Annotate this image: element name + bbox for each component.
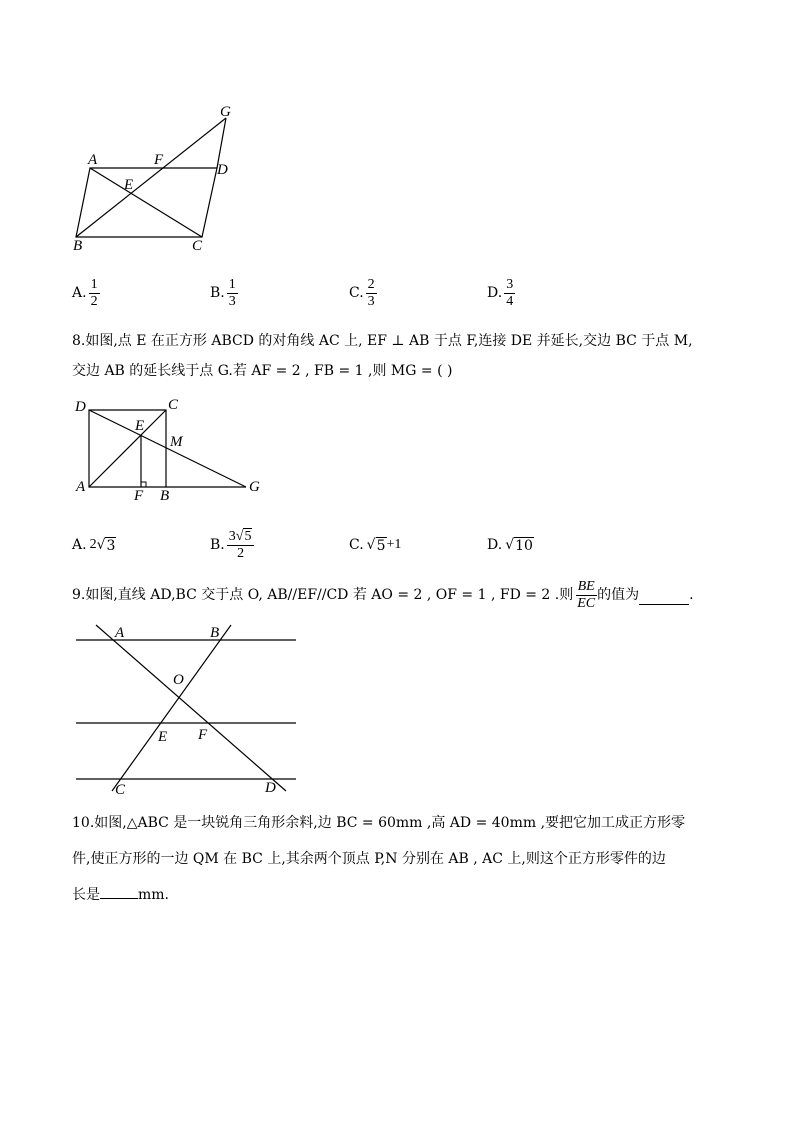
diagonal-ac — [90, 168, 202, 237]
option-letter: C. — [349, 537, 364, 553]
line-gd — [217, 118, 226, 168]
coefficient: 3 — [228, 529, 236, 544]
label-d: D — [75, 399, 86, 415]
q7-option-d[interactable] — [487, 278, 515, 308]
label-e: E — [135, 418, 145, 434]
q10-line2: 件,使正方形的一边 QM 在 BC 上,其余两个顶点 P,N 分别在 AB , AC 上,则这个正方形零件的边 — [72, 851, 666, 867]
denominator: 4 — [506, 293, 514, 309]
label-d: D — [217, 162, 228, 178]
q9-statement-tail: 的值为 — [597, 587, 640, 603]
label-m: M — [170, 434, 183, 450]
answer-blank[interactable] — [100, 880, 138, 899]
fraction — [227, 277, 238, 310]
q7-option-a[interactable] — [72, 278, 100, 308]
addend: +1 — [386, 537, 402, 552]
coefficient: 2 — [89, 537, 97, 552]
label-f: F — [154, 152, 164, 168]
q7-option-b[interactable] — [210, 278, 238, 308]
label-d: D — [265, 780, 276, 796]
denominator: 2 — [90, 293, 98, 309]
figure-q8 — [70, 395, 270, 505]
option-letter: C. — [349, 285, 364, 301]
label-g: G — [249, 479, 260, 495]
q10-line1: 10.如图,△ABC 是一块锐角三角形余料,边 BC = 60mm ,高 AD = 40mm ,要把它加工成正方形零 — [72, 815, 686, 831]
right-angle-mark — [141, 482, 146, 487]
diagonal-ac — [89, 410, 166, 487]
label-g: G — [220, 104, 231, 120]
option-letter: A. — [72, 537, 87, 553]
line-ad — [96, 625, 286, 791]
radicand: 3 — [106, 537, 116, 554]
label-f: F — [134, 488, 144, 504]
fraction — [227, 528, 255, 562]
question-9-text — [72, 580, 722, 610]
sqrt-symbol: √ — [366, 537, 376, 553]
denominator: 2 — [237, 546, 245, 561]
label-a: A — [76, 479, 86, 495]
label-b: B — [73, 238, 83, 254]
numerator: BE — [577, 578, 595, 594]
sqrt-symbol: √ — [505, 537, 515, 553]
figure-q9 — [70, 618, 305, 800]
numerator — [227, 528, 255, 546]
option-letter: B. — [210, 537, 225, 553]
fraction — [504, 277, 515, 310]
label-c: C — [168, 397, 179, 413]
numerator: 3 — [506, 276, 514, 292]
q9-period: . — [689, 587, 694, 603]
fraction — [89, 277, 100, 310]
q9-statement: 9.如图,直线 AD,BC 交于点 O, AB//EF//CD 若 AO = 2 , OF = 1 , FD = 2 .则 — [72, 587, 574, 603]
option-letter: A. — [72, 285, 87, 301]
denominator: 3 — [367, 293, 375, 309]
radicand: 5 — [376, 537, 386, 554]
label-a: A — [115, 625, 125, 641]
label-b: B — [160, 488, 170, 504]
denominator: 3 — [228, 293, 236, 309]
label-b: B — [210, 625, 220, 641]
q8-option-b[interactable] — [210, 530, 254, 560]
line-bc — [112, 625, 231, 791]
radicand: 10 — [515, 537, 533, 554]
fraction — [366, 277, 377, 310]
denominator: EC — [577, 595, 596, 611]
option-letter: D. — [487, 285, 503, 301]
q10-line3-start: 长是 — [72, 887, 100, 903]
label-f: F — [198, 727, 208, 743]
q8-line2: 交边 AB 的延长线于点 G.若 AF = 2 , FB = 1 ,则 MG = ( ) — [72, 363, 453, 379]
label-c: C — [192, 238, 203, 254]
q10-line3-unit: mm. — [138, 887, 170, 903]
q8-option-c[interactable] — [349, 530, 401, 560]
q7-option-c[interactable] — [349, 278, 377, 308]
question-10-text — [72, 805, 722, 913]
sqrt-symbol: √ — [96, 537, 106, 553]
q8-option-d[interactable] — [487, 530, 534, 560]
label-e: E — [158, 729, 168, 745]
sqrt-symbol: √ — [235, 529, 244, 544]
figure-q7 — [60, 95, 260, 260]
numerator: 1 — [90, 276, 98, 292]
line-dg — [89, 410, 246, 487]
option-letter: B. — [210, 285, 225, 301]
numerator: 1 — [228, 276, 236, 292]
label-e: E — [124, 177, 134, 193]
numerator: 2 — [367, 276, 375, 292]
q8-option-a[interactable] — [72, 530, 116, 560]
radicand: 5 — [244, 529, 252, 544]
fraction-be-ec — [575, 579, 597, 612]
line-bg — [76, 118, 226, 237]
label-c: C — [115, 782, 126, 798]
q10-line3 — [72, 877, 722, 913]
label-a: A — [88, 152, 98, 168]
option-letter: D. — [487, 537, 503, 553]
label-o: O — [173, 672, 184, 688]
q8-line1: 8.如图,点 E 在正方形 ABCD 的对角线 AC 上, EF ⊥ AB 于点 F,连接 DE 并延长,交边 BC 于点 M, — [72, 333, 693, 349]
answer-blank[interactable] — [639, 586, 689, 605]
question-8-text — [72, 326, 722, 386]
